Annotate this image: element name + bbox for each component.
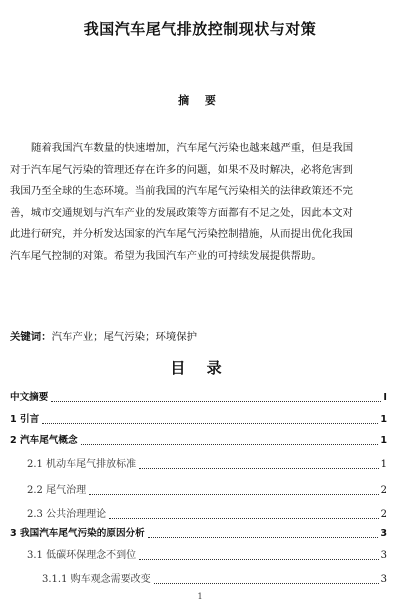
toc-entry[interactable] xyxy=(42,571,387,587)
toc-leader-dots xyxy=(89,493,379,495)
abstract-heading: 摘 要 xyxy=(178,94,222,107)
toc-entry[interactable] xyxy=(10,525,387,541)
toc-entry[interactable] xyxy=(10,432,387,448)
toc-entry[interactable] xyxy=(27,482,387,498)
toc-leader-dots xyxy=(81,443,379,445)
toc-entry-title: 3.1 低碳环保理念不到位 xyxy=(27,550,137,561)
abstract-line: 汽车尾气控制的对策。希望为我国汽车产业的可持续发展提供帮助。 xyxy=(10,249,322,262)
document-title: 我国汽车尾气排放控制现状与对策 xyxy=(83,20,317,38)
toc-entry[interactable] xyxy=(27,456,387,472)
abstract-line: 善，城市交通规划与汽车产业的发展政策等方面都有不足之处，因此本文对 xyxy=(10,206,353,219)
toc-entry[interactable] xyxy=(27,506,387,522)
toc-entry-page: 1 xyxy=(380,414,387,425)
toc-entry[interactable] xyxy=(10,389,387,405)
toc-entry-title: 1 引言 xyxy=(10,414,40,425)
toc-entry-page: I xyxy=(383,392,387,403)
keywords xyxy=(10,329,400,345)
toc-entry-title: 2.2 尾气治理 xyxy=(27,485,87,496)
toc-entry-page: 2 xyxy=(380,485,387,496)
toc-entry-title: 2.3 公共治理理论 xyxy=(27,509,107,520)
toc-entry-page: 1 xyxy=(380,435,387,446)
toc-entry-page: 3 xyxy=(380,550,387,561)
keywords-label: 关键词： xyxy=(10,331,52,343)
toc-leader-dots xyxy=(139,467,379,469)
abstract-line: 我国乃至全球的生态环境。当前我国的汽车尾气污染相关的法律政策还不完 xyxy=(10,185,353,198)
toc-leader-dots xyxy=(51,400,381,402)
toc-entry[interactable] xyxy=(27,547,387,563)
toc-entry-title: 2 汽车尾气概念 xyxy=(10,435,78,446)
toc-entry-page: 3 xyxy=(380,528,387,539)
abstract-line: 对于汽车尾气污染的管理还存在许多的问题，如果不及时解决，必将危害到 xyxy=(10,163,353,176)
toc-leader-dots xyxy=(154,582,379,584)
toc-entry-title: 2.1 机动车尾气排放标准 xyxy=(27,459,137,470)
toc-entry[interactable] xyxy=(10,411,387,427)
toc-entry-title: 中文摘要 xyxy=(10,392,49,403)
toc-leader-dots xyxy=(139,558,379,560)
toc-entry-page: 3 xyxy=(380,574,387,585)
abstract-body xyxy=(10,138,400,268)
toc-entry-title: 3.1.1 购车观念需要改变 xyxy=(42,574,151,585)
abstract-line: 此进行研究，并分析发达国家的汽车尾气污染控制措施，从而提出优化我国 xyxy=(10,228,353,241)
toc-leader-dots xyxy=(42,422,378,424)
toc-leader-dots xyxy=(148,536,379,538)
toc-entry-page: 2 xyxy=(380,509,387,520)
toc-heading: 目 录 xyxy=(170,359,230,377)
toc-entry-page: 1 xyxy=(380,459,387,470)
keywords-text: 汽车产业；尾气污染；环境保护 xyxy=(51,331,198,343)
page-number: 1 xyxy=(197,592,203,601)
toc-leader-dots xyxy=(109,517,379,519)
toc-entry-title: 3 我国汽车尾气污染的原因分析 xyxy=(10,528,145,539)
abstract-line: 随着我国汽车数量的快速增加，汽车尾气污染也越来越严重，但是我国 xyxy=(31,142,354,154)
